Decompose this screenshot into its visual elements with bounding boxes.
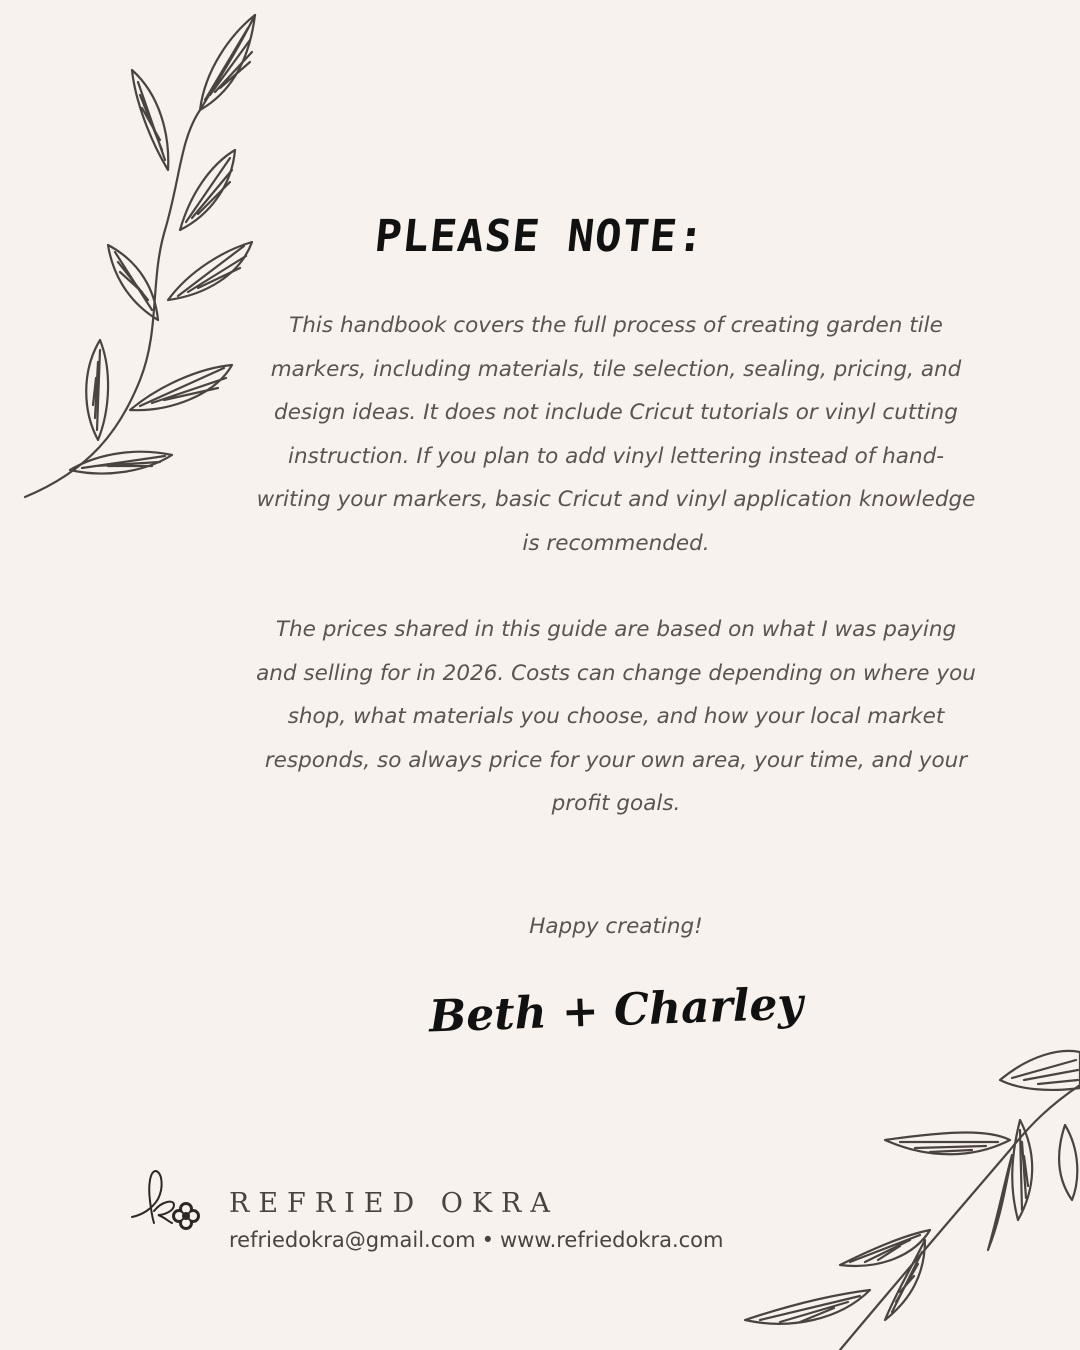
website-text: www.refriedokra.com xyxy=(499,1228,724,1252)
contact-line xyxy=(229,1228,723,1252)
paragraph-pricing: The prices shared in this guide are based on what I was paying and selling for in 2026. Costs can change depending on where you shop, what materials you choose, and how your local market responds, so always price for your own area, your time, and your profit goals. xyxy=(256,617,976,816)
paragraph-scope: This handbook covers the full process of creating garden tile markers, including materials, tile selection, sealing, pricing, and design ideas. It does not include Cricut tutorials or vinyl cutting instruction. If you plan to add vinyl lettering instead of hand-writing your markers, basic Cricut and vinyl application knowledge is recommended. xyxy=(256,313,976,556)
email-text: refriedokra@gmail.com xyxy=(229,1228,476,1252)
closing-line: Happy creating! xyxy=(529,914,703,939)
signature: Beth + Charley xyxy=(428,978,804,1043)
brand-name: REFRIED OKRA xyxy=(229,1188,559,1219)
leafy-branch-icon xyxy=(720,1030,1080,1350)
page-title: PLEASE NOTE: xyxy=(372,211,708,263)
separator-dot: • xyxy=(481,1228,494,1252)
ro-flower-logo-icon xyxy=(128,1165,208,1235)
